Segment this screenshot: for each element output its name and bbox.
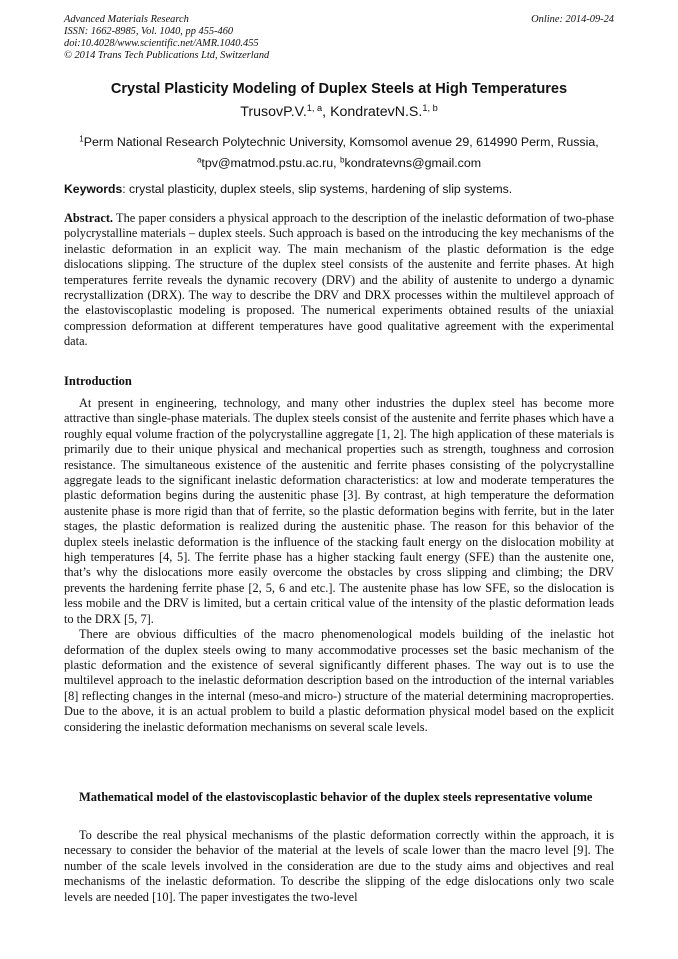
affiliation-mark: 1 <box>79 134 84 144</box>
author-name: KondratevN.S. <box>330 104 423 120</box>
email-mark: a <box>196 155 202 165</box>
author-affiliation-mark: 1, b <box>422 102 438 113</box>
email-link[interactable]: kondratevns@gmail.com <box>344 156 482 170</box>
journal-meta <box>64 14 269 62</box>
introduction-section <box>64 396 614 735</box>
abstract-paragraph <box>64 211 614 350</box>
issn-line: ISSN: 1662-8985, Vol. 1040, pp 455-460 <box>64 26 234 37</box>
copyright-line: © 2014 Trans Tech Publications Ltd, Switzerland <box>64 50 270 61</box>
author-affiliation-mark: 1, a <box>306 102 323 113</box>
author-name: TrusovP.V. <box>240 104 307 120</box>
abstract-label: Abstract. <box>64 211 114 225</box>
author-line <box>40 103 638 121</box>
journal-name: Advanced Materials Research <box>64 14 189 25</box>
online-date: Online: 2014-09-24 <box>531 14 614 25</box>
body-paragraph: There are obvious difficulties of the macro phenomenological models building of the inelastic hot deformation of the duplex steels owing to many accommodative processes set the basic mechanism of the plastic deformation and the existence of several significantly different phases. The way out is to use the multilevel approach to the inelastic deformation description based on the introduction of the internal variables [8] reflecting changes in the internal (meso-and micro-) structure of the material determining macroproperties. Due to the above, it is an actual problem to build a plastic deformation physical model based on the explicit considering the inelastic deformation mechanisms on several scale levels. <box>64 627 614 734</box>
math-model-section <box>64 828 614 905</box>
abstract-text: The paper considers a physical approach to the description of the inelastic deformation of two-phase polycrystalline materials – duplex steels. Such approach is based on the introducing the key mechanisms of the inelastic deformation in an explicit way. The main mechanism of the plastic deformation is the edge dislocations slipping. The structure of the duplex steel consists of the austenite and ferrite phases. At high temperatures ferrite reveals the dynamic recovery (DRV) and the ability of austenite to undergo a dynamic recrystallization (DRX). The way to describe the DRV and DRX processes within the multilevel approach of the elastoviscoplastic modeling is proposed. The numerical experiments obtained results of the uniaxial compression deformation at different temperatures have good qualitative agreement with the experimental data. <box>64 211 614 349</box>
keywords-line <box>64 181 614 197</box>
keywords-text: : crystal plasticity, duplex steels, slip systems, hardening of slip systems. <box>122 182 513 196</box>
section-heading-math-model: Mathematical model of the elastoviscoplastic behavior of the duplex steels representative volume <box>79 790 593 804</box>
email-mark: b <box>340 155 345 165</box>
affiliation-block <box>40 132 638 174</box>
section-heading-introduction: Introduction <box>64 374 132 388</box>
affiliation-text: Perm National Research Polytechnic University, Komsomol avenue 29, 614990 Perm, Russia, <box>83 135 599 149</box>
author-separator: , <box>322 104 331 120</box>
doi-line[interactable]: doi:10.4028/www.scientific.net/AMR.1040.455 <box>64 38 259 49</box>
email-separator: , <box>333 156 341 170</box>
paper-title: Crystal Plasticity Modeling of Duplex Steels at High Temperatures <box>110 81 568 97</box>
affiliation-line <box>40 132 638 153</box>
body-paragraph: At present in engineering, technology, and many other industries the duplex steel has become more attractive than single-phase materials. The duplex steels consist of the austenite and ferrite phases which have a roughly equal volume fraction of the polycrystalline aggregate [1, 2]. The high application of these materials is primarily due to their unique physical and mechanical properties such as strength, toughness and corrosion resistance. The simultaneous existence of the austenitic and ferrite phases consisting of the polycrystalline aggregate leads to the significant inelastic deformation characteristics: at low and moderate temperatures the plastic deformation begins during the austenitic phase [3]. By contrast, at high temperature the deformation austenite phase is more rigid than that of ferrite, so the plastic deformation begins with ferrite, but in the later stages, the plastic deformation is realized during the austenitic phase. The reason for this behavior of the duplex steels inelastic deformation is the influence of the stacking fault energy on the dislocation mobility at high temperatures [4, 5]. The ferrite phase has a higher stacking fault energy (SFE) than the austenite one, that’s why the dislocations more easily overcome the obstacles by cross slipping and climbing; the DRV prevents the hardening ferrite phase [2, 5, 6 and etc.]. The austenite phase has low SFE, so the dislocation is less mobile and the DRV is limited, but a certain critical value of the intensity of the plastic deformation leads to the DRX [5, 7]. <box>64 396 614 626</box>
abstract-section <box>64 211 614 350</box>
keywords-label: Keywords <box>64 182 123 196</box>
email-line <box>40 153 638 174</box>
body-paragraph: To describe the real physical mechanisms of the plastic deformation correctly within the approach, it is necessary to consider the behavior of the material at the levels of scale lower than the macro level [9]. The number of the scale levels involved in the consideration are due to the study aims and objectives and real mechanisms of the inelastic deformation. To describe the slipping of the edge dislocations only two scale levels are needed [10]. The paper investigates the two-level <box>64 828 614 904</box>
email-link[interactable]: tpv@matmod.pstu.ac.ru <box>201 156 334 170</box>
